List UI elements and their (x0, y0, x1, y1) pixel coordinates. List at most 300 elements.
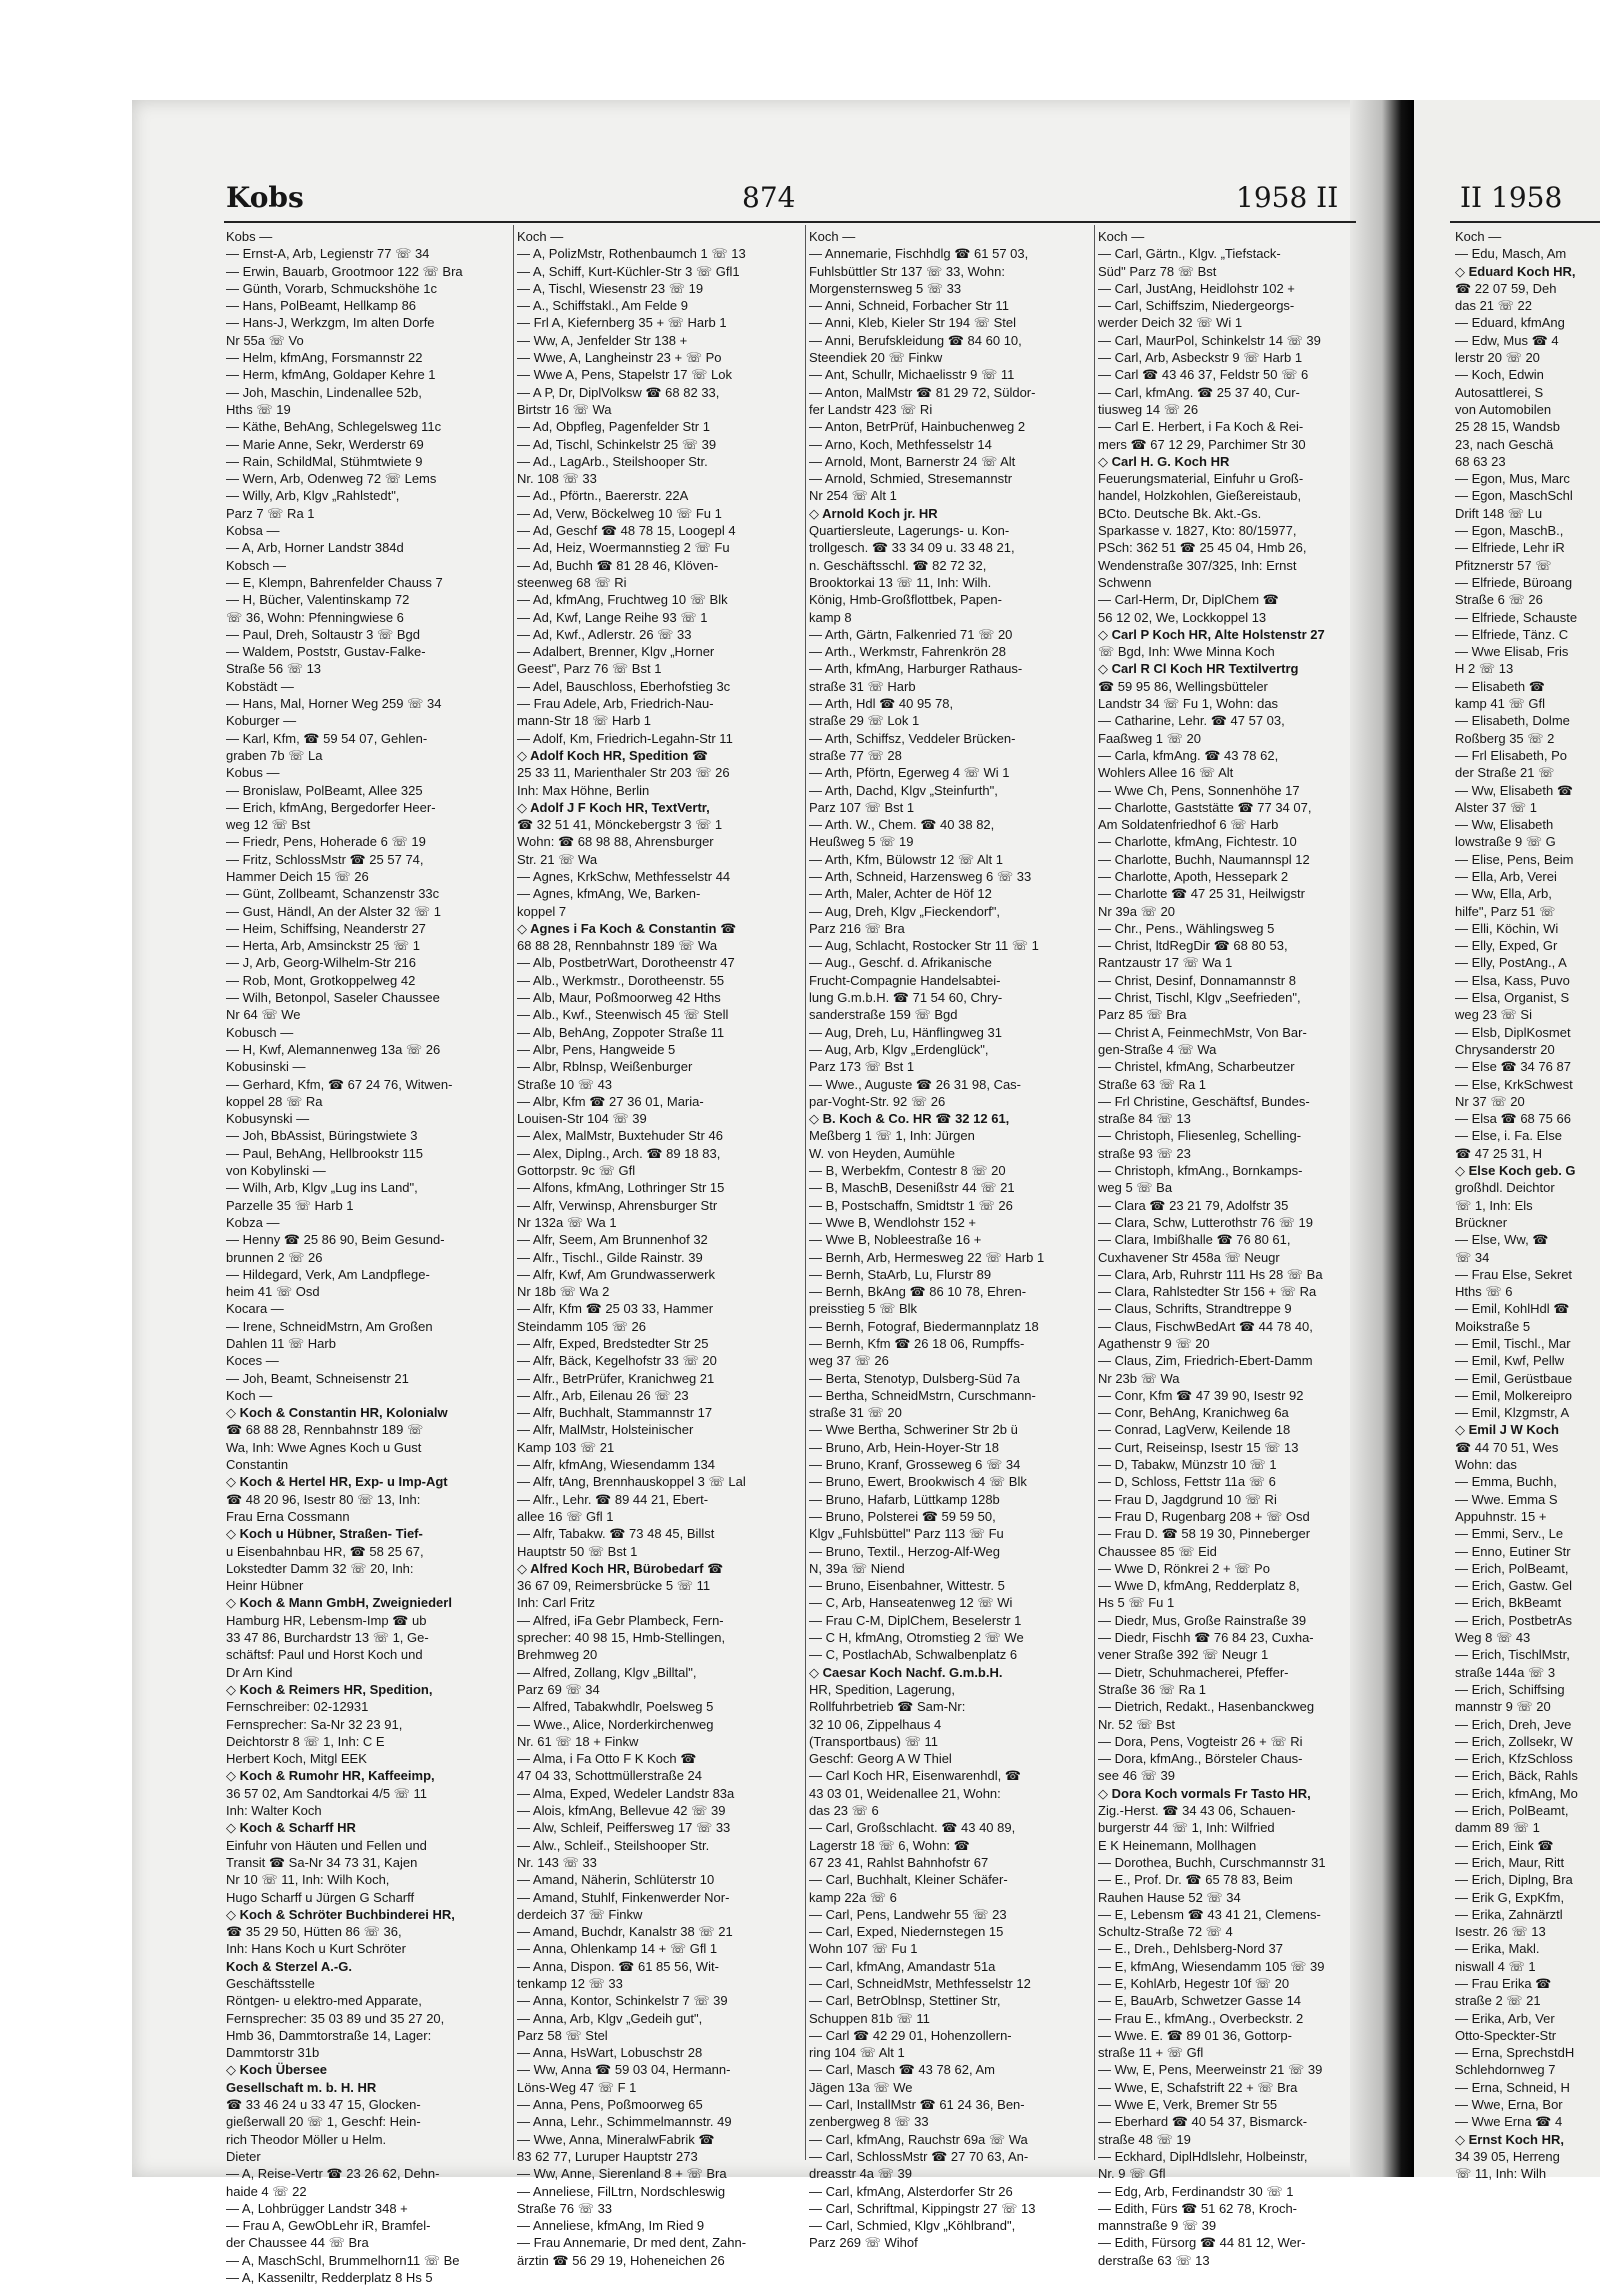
directory-entry-line: — Hans, PolBeamt, Hellkamp 86 (226, 298, 417, 314)
directory-entry-line: — Wwe, A, Langheinstr 23 + ☏ Po (517, 350, 722, 366)
directory-entry-line: — Diedr, Fischh ☎ 76 84 23, Cuxha- (1098, 1630, 1314, 1646)
directory-entry-line: Zig.-Herst. ☎ 34 43 06, Schauen- (1098, 1803, 1296, 1819)
directory-entry-line: — Dora, kfmAng., Börsteler Chaus- (1098, 1751, 1303, 1767)
directory-entry-line: — Aug, Arb, Klgv „Erdenglück", (809, 1041, 989, 1057)
directory-entry-line: Parz 107 ☏ Bst 1 (809, 799, 915, 815)
directory-entry-line: ◇ Koch & Scharff HR (226, 1820, 356, 1836)
directory-entry-line: Heinr Hübner (226, 1578, 304, 1594)
directory-entry-line: — Edu, Masch, Am (1455, 246, 1567, 262)
directory-entry-line: — Henny ☎ 25 86 90, Beim Gesund- (226, 1232, 445, 1248)
directory-entry-line: werder Deich 32 ☏ Wi 1 (1098, 315, 1243, 331)
directory-entry-line: Hths ☏ 6 (1455, 1284, 1513, 1300)
directory-entry-line: schäftsf: Paul und Horst Koch und (226, 1647, 423, 1663)
directory-entry-line: — Else ☎ 34 76 87 (1455, 1059, 1571, 1075)
directory-entry-line: von Kobylinski — (226, 1163, 326, 1179)
directory-entry-line: — Rob, Mont, Grotkoppelweg 42 (226, 972, 416, 988)
directory-entry-line: Autosattlerei, S (1455, 384, 1544, 400)
directory-entry-line: mers ☎ 67 12 29, Parchimer Str 30 (1098, 436, 1306, 452)
directory-entry-line: ärztin ☎ 56 29 19, Hoheneichen 26 (517, 2252, 725, 2268)
directory-entry-line: — Carl, SchlossMstr ☎ 27 70 63, An- (809, 2148, 1029, 2164)
directory-entry-line: ☏ 1, Inh: Els (1455, 1197, 1533, 1213)
directory-entry-line: tiusweg 14 ☏ 26 (1098, 401, 1199, 417)
directory-entry-line: — Arth., Werkmstr, Fahrenkrön 28 (809, 644, 1006, 660)
directory-entry-line: König, Hmb-Großflottbek, Papen- (809, 592, 1002, 608)
directory-entry-line: — Anneliese, kfmAng, Im Ried 9 (517, 2218, 705, 2234)
directory-entry-line: — A, Arb, Horner Landstr 384d (226, 540, 404, 556)
directory-entry-line: — Ad, Geschf ☎ 48 78 15, Loogepl 4 (517, 523, 736, 539)
directory-entry-line: — Frau D, Jagdgrund 10 ☏ Ri (1098, 1491, 1277, 1507)
directory-entry-line: — Clara, Schw, Lutterothstr 76 ☏ 19 (1098, 1214, 1313, 1230)
directory-entry-line: — Anna, Dispon. ☎ 61 85 56, Wit- (517, 1958, 719, 1974)
directory-entry-line: Koch & Sterzel A.-G. (226, 1958, 352, 1974)
directory-entry-line: — Anton, MalMstr ☎ 81 29 72, Süldor- (809, 384, 1036, 400)
directory-entry-line: Meßberg 1 ☏ 1, Inh: Jürgen (809, 1128, 975, 1144)
directory-entry-line: — Carl, kfmAng, Alsterdorfer Str 26 (809, 2183, 1013, 2199)
directory-entry-line: — Carl, Schriftmal, Kippingstr 27 ☏ 13 (809, 2200, 1036, 2216)
directory-entry-line: — Alfred, Zollang, Klgv „Billtal", (517, 1664, 697, 1680)
directory-entry-line: — Ad., Pförtn., Baererstr. 22A (517, 488, 689, 504)
directory-entry-line: — Elfriede, Büroang (1455, 574, 1573, 590)
directory-entry-line: Landstr 34 ☏ Fu 1, Wohn: das (1098, 696, 1279, 712)
directory-entry-line: — Wwe D, kfmAng, Redderplatz 8, (1098, 1578, 1300, 1594)
directory-entry-line: gießerwall 20 ☏ 1, Geschf: Hein- (226, 2114, 421, 2130)
directory-entry-line: 67 23 41, Rahlst Bahnhofstr 67 (809, 1854, 989, 1870)
directory-entry-line: ◇ Emil J W Koch (1455, 1422, 1559, 1438)
directory-entry-line: Nr. 61 ☏ 18 + Finkw (517, 1733, 639, 1749)
directory-entry-line: Parz 173 ☏ Bst 1 (809, 1059, 915, 1075)
directory-entry-line: Wohn: das (1455, 1457, 1517, 1473)
directory-entry-line: — Dietrich, Redakt., Hasenbanckweg (1098, 1699, 1315, 1715)
directory-entry-line: — A, Kasseniltr, Redderplatz 8 Hs 5 (226, 2270, 433, 2286)
directory-entry-line: — Wwe E, Verk, Bremer Str 55 (1098, 2097, 1278, 2113)
directory-column-3 (809, 228, 1091, 2251)
directory-entry-line: Alster 37 ☏ 1 (1455, 799, 1538, 815)
directory-entry-line: Birtstr 16 ☏ Wa (517, 401, 612, 417)
directory-entry-line: — Erich, TischlMstr, (1455, 1647, 1570, 1663)
directory-entry-line: — Wwe Erna ☎ 4 (1455, 2114, 1563, 2130)
directory-entry-line: Nr 39a ☏ 20 (1098, 903, 1175, 919)
directory-entry-line: — Else, Ww, ☎ (1455, 1232, 1549, 1248)
directory-entry-line: Appuhnstr. 15 + (1455, 1508, 1547, 1524)
directory-entry-line: Wa, Inh: Wwe Agnes Koch u Gust (226, 1439, 422, 1455)
directory-entry-line: — Conrad, LagVerw, Keilende 18 (1098, 1422, 1291, 1438)
directory-entry-line: — Gerhard, Kfm, ☎ 67 24 76, Witwen- (226, 1076, 453, 1092)
directory-entry-line: — A, Tischl, Wiesenstr 23 ☏ 19 (517, 280, 704, 296)
directory-entry-line: steenweg 68 ☏ Ri (517, 574, 627, 590)
directory-entry-line: — Paul, Dreh, Soltaustr 3 ☏ Bgd (226, 626, 421, 642)
directory-entry-line: ◇ Koch & Hertel HR, Exp- u Imp-Agt (226, 1474, 448, 1490)
directory-entry-line: — Herta, Arb, Amsinckstr 25 ☏ 1 (226, 938, 420, 954)
directory-entry-line: — Erich, kfmAng, Mo (1455, 1785, 1578, 1801)
directory-entry-line: — Elli, Köchin, Wi (1455, 920, 1559, 936)
directory-entry-line: ◇ Dora Koch vormals Fr Tasto HR, (1098, 1785, 1311, 1801)
directory-entry-line: — Bernh, StaArb, Lu, Flurstr 89 (809, 1266, 992, 1282)
directory-entry-line: graben 7b ☏ La (226, 747, 323, 763)
directory-entry-line: — Alfr, Seem, Am Brunnenhof 32 (517, 1232, 708, 1248)
directory-entry-line: Wohn 107 ☏ Fu 1 (809, 1941, 918, 1957)
directory-entry-line: — Christ, Tischl, Klgv „Seefrieden", (1098, 990, 1301, 1006)
directory-entry-line: Geschäftsstelle (226, 1975, 315, 1991)
directory-entry-line: — Christel, kfmAng, Scharbeutzer (1098, 1059, 1295, 1075)
directory-entry-line: — Carl, kfmAng, Amandastr 51a (809, 1958, 996, 1974)
next-page-header-rule (1450, 221, 1600, 223)
directory-entry-line: Hmb 36, Dammtorstraße 14, Lager: (226, 2027, 432, 2043)
directory-entry-line: — Erna, SprechstdH (1455, 2045, 1575, 2061)
directory-entry-line: — Alma, i Fa Otto F K Koch ☎ (517, 1751, 697, 1767)
directory-entry-line: — Clara, Arb, Ruhrstr 111 Hs 28 ☏ Ba (1098, 1266, 1323, 1282)
directory-entry-line: — Claus, Schrifts, Strandtreppe 9 (1098, 1301, 1292, 1317)
directory-entry-line: — E., Prof. Dr. ☎ 65 78 83, Beim (1098, 1872, 1293, 1888)
directory-entry-line: — C, Arb, Hanseatenweg 12 ☏ Wi (809, 1595, 1013, 1611)
directory-entry-line: — Carl, Exped, Niedernstegen 15 (809, 1924, 1004, 1940)
directory-entry-line: Cuxhavener Str 458a ☏ Neugr (1098, 1249, 1280, 1265)
directory-entry-line: — Ernst-A, Arb, Legienstr 77 ☏ 34 (226, 246, 430, 262)
directory-entry-line: — Alfr., Tischl., Gilde Rainstr. 39 (517, 1249, 703, 1265)
directory-entry-line: W. von Heyden, Aumühle (809, 1145, 955, 1161)
directory-entry-line: Kobstädt — (226, 678, 294, 694)
directory-entry-line: Hths ☏ 19 (226, 401, 291, 417)
directory-entry-line: Nr. 108 ☏ 33 (517, 471, 597, 487)
directory-entry-line: — Joh, BbAssist, Büringstwiete 3 (226, 1128, 418, 1144)
directory-entry-line: — Bertha, SchneidMstrn, Curschmann- (809, 1387, 1036, 1403)
directory-entry-line: — Clara, Rahlstedter Str 156 + ☏ Ra (1098, 1284, 1317, 1300)
directory-entry-line: — B, Werbekfm, Contestr 8 ☏ 20 (809, 1163, 1006, 1179)
directory-entry-line: mannstr 9 ☏ 20 (1455, 1699, 1551, 1715)
directory-column-1 (226, 228, 510, 2286)
directory-entry-line: Drift 148 ☏ Lu (1455, 505, 1543, 521)
directory-entry-line: ◇ Koch & Schröter Buchbinderei HR, (226, 1906, 455, 1922)
directory-entry-line: großhdl. Deichtor (1455, 1180, 1555, 1196)
directory-entry-line: ◇ Koch & Reimers HR, Spedition, (226, 1681, 433, 1697)
directory-entry-line: ☎ 44 70 51, Wes (1455, 1439, 1559, 1455)
directory-entry-line: Deichtorstr 8 ☏ 1, Inh: C E (226, 1733, 385, 1749)
directory-entry-line: ◇ B. Koch & Co. HR ☎ 32 12 61, (809, 1111, 1010, 1127)
directory-entry-line: — E, Klempn, Bahrenfelder Chauss 7 (226, 574, 443, 590)
directory-entry-line: straße 48 ☏ 19 (1098, 2131, 1191, 2147)
directory-entry-line: Nr. 143 ☏ 33 (517, 1854, 597, 1870)
directory-entry-line: Faaßweg 1 ☏ 20 (1098, 730, 1201, 746)
directory-entry-line: Brückner (1455, 1214, 1508, 1230)
directory-entry-line: — Paul, BehAng, Hellbrookstr 115 (226, 1145, 424, 1161)
directory-entry-line: — Frl Christine, Geschäftsf, Bundes- (1098, 1093, 1310, 1109)
directory-entry-line: Frucht-Compagnie Handelsabtei- (809, 972, 1001, 988)
directory-entry-line: — Wwe Ch, Pens, Sonnenhöhe 17 (1098, 782, 1300, 798)
directory-entry-line: — Wwe, Erna, Bor (1455, 2097, 1563, 2113)
directory-entry-line: — Elisabeth ☎ (1455, 678, 1545, 694)
directory-entry-line: — Wwe Elisab, Fris (1455, 644, 1569, 660)
directory-entry-line: — Anna, HsWart, Lobuschstr 28 (517, 2045, 703, 2061)
directory-entry-line: ◇ Koch & Rumohr HR, Kaffeeimp, (226, 1768, 435, 1784)
directory-entry-line: Steindamm 105 ☏ 26 (517, 1318, 646, 1334)
directory-entry-line: — Carl, Schiffszim, Niedergeorgs- (1098, 298, 1295, 314)
directory-entry-line: — Anna, Ohlenkamp 14 + ☏ Gfl 1 (517, 1941, 718, 1957)
directory-entry-line: gen-Straße 4 ☏ Wa (1098, 1041, 1217, 1057)
directory-entry-line: straße 31 ☏ Harb (809, 678, 916, 694)
directory-entry-line: — Erich, KfzSchloss (1455, 1751, 1573, 1767)
directory-entry-line: — E., Dreh., Dehlsberg-Nord 37 (1098, 1941, 1283, 1957)
directory-entry-line: ◇ Koch u Hübner, Straßen- Tief- (226, 1526, 423, 1542)
directory-entry-line: Parz 216 ☏ Bra (809, 920, 905, 936)
directory-entry-line: weg 37 ☏ 26 (809, 1353, 889, 1369)
directory-entry-line: weg 5 ☏ Ba (1098, 1180, 1173, 1196)
directory-entry-line: Nr 10 ☏ 11, Inh: Wilh Koch, (226, 1872, 390, 1888)
directory-entry-line: allee 16 ☏ Gfl 1 (517, 1508, 614, 1524)
directory-entry-line: — Alfons, kfmAng, Lothringer Str 15 (517, 1180, 725, 1196)
directory-entry-line: — Else, KrkSchwest (1455, 1076, 1573, 1092)
directory-entry-line: — Joh, Maschin, Lindenallee 52b, (226, 384, 422, 400)
directory-entry-line: — Anna, Lehr., Schimmelmannstr. 49 (517, 2114, 732, 2130)
directory-entry-line: Am Soldatenfriedhof 6 ☏ Harb (1098, 817, 1279, 833)
directory-entry-line: Isestr. 26 ☏ 13 (1455, 1924, 1546, 1940)
directory-entry-line: — Ww, A, Jenfelder Str 138 + (517, 332, 688, 348)
directory-entry-line: 25 28 15, Wandsb (1455, 419, 1561, 435)
directory-entry-line: — Ww, Anne, Sierenland 8 + ☏ Bra (517, 2166, 727, 2182)
directory-entry-line: — Emma, Buchh, (1455, 1474, 1557, 1490)
directory-entry-line: — Carl, Gärtn., Klgv. „Tiefstack- (1098, 246, 1281, 262)
directory-entry-line: Koch — (226, 1387, 273, 1403)
directory-entry-line: ◇ Koch & Mann GmbH, Zweigniederl (226, 1595, 452, 1611)
directory-entry-line: n. Geschäftsschl. ☎ 82 72 32, (809, 557, 987, 573)
directory-entry-line: — Alex, Diplng., Arch. ☎ 89 18 83, (517, 1145, 721, 1161)
directory-entry-line: — A, MaschSchl, Brummelhorn11 ☏ Be (226, 2252, 460, 2268)
directory-entry-line: — Clara ☎ 23 21 79, Adolfstr 35 (1098, 1197, 1289, 1213)
directory-entry-line: — Carl ☎ 42 29 01, Hohenzollern- (809, 2027, 1012, 2043)
page-number: 874 (742, 181, 796, 214)
directory-entry-line: — Christoph, Fliesenleg, Schelling- (1098, 1128, 1302, 1144)
directory-entry-line: — Frau E., kfmAng., Overbeckstr. 2 (1098, 2010, 1304, 2026)
directory-entry-line: haide 4 ☏ 22 (226, 2183, 307, 2199)
directory-entry-line: — Frau D, Rugenbarg 208 + ☏ Osd (1098, 1508, 1310, 1524)
directory-entry-line: BCto. Deutsche Bk. Akt.-Gs. (1098, 505, 1262, 521)
directory-entry-line: — Albr, Kfm ☎ 27 36 01, Maria- (517, 1093, 704, 1109)
directory-entry-line: trollgesch. ☎ 33 34 09 u. 33 48 21, (809, 540, 1015, 556)
directory-entry-line: — Ww, Elisabeth (1455, 817, 1554, 833)
directory-entry-line: Koces — (226, 1353, 279, 1369)
directory-entry-line: — Emil, Tischl., Mar (1455, 1336, 1571, 1351)
directory-entry-line: — Alfr, Verwinsp, Ahrensburger Str (517, 1197, 718, 1213)
directory-entry-line: — Ww, Anna ☎ 59 03 04, Hermann- (517, 2062, 731, 2078)
directory-entry-line: Geschf: Georg A W Thiel (809, 1751, 952, 1767)
header-rule (224, 221, 1356, 223)
directory-entry-line: N, 39a ☏ Niend (809, 1560, 905, 1576)
directory-entry-line: Agathenstr 9 ☏ 20 (1098, 1336, 1210, 1351)
directory-entry-line: Hugo Scharff u Jürgen G Scharff (226, 1889, 415, 1905)
directory-entry-line: — Ad., LagArb., Steilshooper Str. (517, 453, 708, 469)
directory-entry-line: Lagerstr 18 ☏ 6, Wohn: ☎ (809, 1837, 970, 1853)
directory-entry-line: Kobusch — (226, 1024, 294, 1040)
directory-entry-line: — Alb, Maur, Poßmoorweg 42 Hths (517, 990, 721, 1006)
directory-entry-line: — Anni, Schneid, Forbacher Str 11 (809, 298, 1009, 314)
directory-entry-line: ◇ Adolf Koch HR, Spedition ☎ (517, 747, 709, 763)
directory-entry-line: — Alfr., BetrPrüfer, Kranichweg 21 (517, 1370, 715, 1386)
directory-entry-line: — Claus, Zim, Friedrich-Ebert-Damm (1098, 1353, 1313, 1369)
directory-entry-line: 68 63 23 (1455, 453, 1506, 469)
directory-entry-line: Wendenstraße 307/325, Inh: Ernst (1098, 557, 1297, 573)
directory-entry-line: — Christ, Desinf, Donnamannstr 8 (1098, 972, 1296, 988)
directory-entry-line: — Marie Anne, Sekr, Werderstr 69 (226, 436, 424, 452)
directory-entry-line: weg 12 ☏ Bst (226, 817, 311, 833)
directory-entry-line: ◇ Caesar Koch Nachf. G.m.b.H. (809, 1664, 1003, 1680)
directory-entry-line: Jägen 13a ☏ We (809, 2079, 913, 2095)
directory-entry-line: Nr 18b ☏ Wa 2 (517, 1284, 610, 1300)
directory-entry-line: heim 41 ☏ Osd (226, 1284, 320, 1300)
directory-entry-line: lerstr 20 ☏ 20 (1455, 350, 1540, 366)
directory-entry-line: straße 29 ☏ Lok 1 (809, 713, 920, 729)
directory-entry-line: straße 31 ☏ 20 (809, 1405, 902, 1421)
directory-entry-line: — Anton, BetrPrüf, Hainbuchenweg 2 (809, 419, 1026, 435)
directory-entry-line: tenkamp 12 ☏ 33 (517, 1975, 623, 1991)
directory-entry-line: H 2 ☏ 13 (1455, 661, 1514, 677)
directory-entry-line: Constantin (226, 1457, 289, 1473)
directory-entry-line: — Erich, Bäck, Rahls (1455, 1768, 1578, 1784)
directory-entry-line: — Alfr, tAng, Brennhauskoppel 3 ☏ Lal (517, 1474, 746, 1490)
directory-entry-line: Parz 7 ☏ Ra 1 (226, 505, 315, 521)
directory-entry-line: — Chr., Pens., Wählingsweg 5 (1098, 920, 1275, 936)
directory-entry-line: — Christoph, kfmAng., Bornkamps- (1098, 1163, 1303, 1179)
directory-entry-line: — Wwe. Emma S (1455, 1491, 1558, 1507)
directory-entry-line: — Dorothea, Buchh, Curschmannstr 31 (1098, 1854, 1326, 1870)
directory-entry-line: — Ad, kfmAng, Fruchtweg 10 ☏ Blk (517, 592, 728, 608)
directory-entry-line: ☎ 47 25 31, H (1455, 1145, 1543, 1161)
directory-entry-line: 43 03 01, Weidenallee 21, Wohn: (809, 1785, 1001, 1801)
directory-entry-line: — Carl, Masch ☎ 43 78 62, Am (809, 2062, 995, 2078)
directory-entry-line: Rollfuhrbetrieb ☎ Sam-Nr: (809, 1699, 966, 1715)
directory-entry-line: — Erich, Maur, Ritt (1455, 1854, 1565, 1870)
directory-entry-line: — Alfr, Buchhalt, Stammannstr 17 (517, 1405, 713, 1421)
directory-entry-line: straße 144a ☏ 3 (1455, 1664, 1556, 1680)
directory-entry-line: ☏ Bgd, Inh: Wwe Minna Koch (1098, 644, 1275, 660)
directory-entry-line: — Charlotte, Apoth, Hessepark 2 (1098, 868, 1289, 884)
directory-entry-line: — Eckhard, DiplHdlslehr, Holbeinstr, (1098, 2148, 1308, 2164)
directory-entry-line: — Berta, Stenotyp, Dulsberg-Süd 7a (809, 1370, 1021, 1386)
directory-entry-line: der Chaussee 44 ☏ Bra (226, 2235, 369, 2251)
directory-entry-line: — Erich, BkBeamt (1455, 1595, 1562, 1611)
directory-entry-line: — Alfr, kfmAng, Wiesendamm 134 (517, 1457, 715, 1473)
directory-entry-line: — H, Kwf, Alemannenweg 13a ☏ 26 (226, 1041, 441, 1057)
directory-entry-line: — Dietr, Schuhmacherei, Pfeffer- (1098, 1664, 1289, 1680)
directory-entry-line: Schuppen 81b ☏ 11 (809, 2010, 930, 2026)
directory-entry-line: Nr 23b ☏ Wa (1098, 1370, 1180, 1386)
directory-entry-line: Koburger — (226, 713, 297, 729)
directory-entry-line: — Elise, Pens, Beim (1455, 851, 1574, 867)
directory-entry-line: — Wern, Arb, Odenweg 72 ☏ Lems (226, 471, 437, 487)
directory-entry-line: — Erika, Makl. (1455, 1941, 1540, 1957)
directory-entry-line: — Elly, PostAng., A (1455, 955, 1567, 971)
directory-entry-line: Kobusynski — (226, 1111, 310, 1127)
directory-entry-line: ☏ 34 (1455, 1249, 1490, 1265)
directory-entry-line: Wohlers Allee 16 ☏ Alt (1098, 765, 1234, 781)
directory-entry-line: — Wwe., Auguste ☎ 26 31 98, Cas- (809, 1076, 1022, 1092)
directory-entry-line: — A, PolizMstr, Rothenbaumch 1 ☏ 13 (517, 246, 746, 262)
directory-entry-line: niswall 4 ☏ 1 (1455, 1958, 1536, 1974)
directory-entry-line: rich Theodor Möller u Helm. (226, 2131, 387, 2147)
directory-entry-line: — Arth, Kfm, Bülowstr 12 ☏ Alt 1 (809, 851, 1003, 867)
directory-entry-line: kamp 8 (809, 609, 852, 625)
directory-entry-line: Klgv „Fuhlsbüttel" Parz 113 ☏ Fu (809, 1526, 1004, 1542)
directory-entry-line: — Aug, Dreh, Lu, Hänflingweg 31 (809, 1024, 1002, 1040)
directory-entry-line: das 21 ☏ 22 (1455, 298, 1532, 314)
directory-entry-line: HR, Spedition, Lagerung, (809, 1681, 955, 1697)
directory-entry-line: — Adalbert, Brenner, Klgv „Horner (517, 644, 715, 660)
directory-entry-line: — Frau C-M, DiplChem, Beselerstr 1 (809, 1612, 1022, 1628)
directory-entry-line: — Aug, Schlacht, Rostocker Str 11 ☏ 1 (809, 938, 1039, 954)
directory-entry-line: — Elfriede, Lehr iR (1455, 540, 1565, 556)
directory-entry-line: — Helm, kfmAng, Forsmannstr 22 (226, 350, 423, 366)
directory-entry-line: — Emil, Kwf, Pellw (1455, 1353, 1565, 1369)
directory-entry-line: — Adel, Bauschloss, Eberhofstieg 3c (517, 678, 731, 694)
directory-entry-line: Nr. 52 ☏ Bst (1098, 1716, 1175, 1732)
directory-entry-line: — Egon, Mus, Marc (1455, 471, 1570, 487)
directory-entry-line: Hs 5 ☏ Fu 1 (1098, 1595, 1175, 1611)
directory-entry-line: — Bruno, Kranf, Grosseweg 6 ☏ 34 (809, 1457, 1021, 1473)
directory-entry-line: — Elly, Exped, Gr (1455, 938, 1558, 954)
directory-entry-line: — D, Schloss, Fettstr 11a ☏ 6 (1098, 1474, 1276, 1490)
directory-entry-line: Str. 21 ☏ Wa (517, 851, 598, 867)
header-running-name: Kobs (226, 181, 304, 214)
directory-entry-line: — Elisabeth, Dolme (1455, 713, 1570, 729)
directory-entry-line: — A., Schiffstakl., Am Felde 9 (517, 298, 688, 314)
directory-entry-line: Kobus — (226, 765, 280, 781)
directory-entry-line: — J, Arb, Georg-Wilhelm-Str 216 (226, 955, 416, 971)
directory-entry-line: — Emmi, Serv., Le (1455, 1526, 1564, 1542)
directory-entry-line: — Erika, Arb, Ver (1455, 2010, 1555, 2026)
directory-entry-line: — Anna, Kontor, Schinkelstr 7 ☏ 39 (517, 1993, 728, 2009)
directory-entry-line: Straße 56 ☏ 13 (226, 661, 322, 677)
directory-entry-line: — Elsa ☎ 68 75 66 (1455, 1111, 1571, 1127)
directory-entry-line: fer Landstr 423 ☏ Ri (809, 401, 933, 417)
column-divider (513, 225, 514, 2160)
directory-entry-line: Koch — (809, 229, 856, 244)
header-year-volume: 1958 II (1236, 181, 1339, 214)
directory-entry-line: derstraße 63 ☏ 13 (1098, 2252, 1210, 2268)
directory-entry-line: Koch — (1098, 229, 1145, 244)
directory-entry-line: — E, BauArb, Schwetzer Gasse 14 (1098, 1993, 1302, 2009)
directory-entry-line: straße 77 ☏ 28 (809, 747, 902, 763)
directory-entry-line: Fernsprecher: 35 03 89 und 35 27 20, (226, 2010, 445, 2026)
directory-entry-line: — Christ, ltdRegDir ☎ 68 80 53, (1098, 938, 1288, 954)
directory-entry-line: — Wwe. E. ☎ 89 01 36, Gottorp- (1098, 2027, 1292, 2043)
directory-entry-line: ◇ Ernst Koch HR, (1455, 2131, 1564, 2147)
directory-entry-line: — Karl, Kfm, ☎ 59 54 07, Gehlen- (226, 730, 428, 746)
directory-entry-line: ☎ 68 88 28, Rennbahnstr 189 ☏ (226, 1422, 424, 1438)
directory-entry-line: — Ad, Kwf., Adlerstr. 26 ☏ 33 (517, 626, 692, 642)
directory-entry-line: Hauptstr 50 ☏ Bst 1 (517, 1543, 638, 1559)
directory-entry-line: vener Straße 392 ☏ Neugr 1 (1098, 1647, 1269, 1663)
directory-entry-line: koppel 7 (517, 903, 567, 919)
directory-entry-line: ◇ Carl H. G. Koch HR (1098, 453, 1230, 469)
directory-entry-line: — Koch, Edwin (1455, 367, 1544, 383)
directory-entry-line: — Wwe B, Wendlohstr 152 + (809, 1214, 977, 1230)
directory-entry-line: par-Voght-Str. 92 ☏ 26 (809, 1093, 946, 1109)
directory-entry-line: — Carl, Pens, Landwehr 55 ☏ 23 (809, 1906, 1007, 1922)
directory-entry-line: — Arnold, Mont, Barnerstr 24 ☏ Alt (809, 453, 1016, 469)
directory-entry-line: — B, Postschaffn, Smidtstr 1 ☏ 26 (809, 1197, 1013, 1213)
directory-entry-line: Wohn: ☎ 68 98 88, Ahrensburger (517, 834, 714, 850)
directory-entry-line: — Anna, Pens, Poßmoorweg 65 (517, 2097, 703, 2113)
directory-column-4 (1098, 228, 1350, 2268)
directory-entry-line: straße 93 ☏ 23 (1098, 1145, 1191, 1161)
directory-entry-line: — Alfr, Tabakw. ☎ 73 48 45, Billst (517, 1526, 715, 1542)
directory-entry-line: ◇ Adolf J F Koch HR, TextVertr, (517, 799, 710, 815)
directory-entry-line: — E, Lebensm ☎ 43 41 21, Clemens- (1098, 1906, 1321, 1922)
directory-entry-line: Brehmweg 20 (517, 1647, 598, 1663)
directory-entry-line: Inh: Carl Fritz (517, 1595, 596, 1611)
directory-entry-line: Heußweg 5 ☏ 19 (809, 834, 914, 850)
directory-entry-line: — Bruno, Eisenbahner, Wittestr. 5 (809, 1578, 1005, 1594)
directory-entry-line: — Wwe Bertha, Schweriner Str 2b ü (809, 1422, 1018, 1438)
directory-entry-line: Koch — (1455, 229, 1502, 244)
directory-entry-line: — Elsa, Kass, Puvo (1455, 972, 1570, 988)
